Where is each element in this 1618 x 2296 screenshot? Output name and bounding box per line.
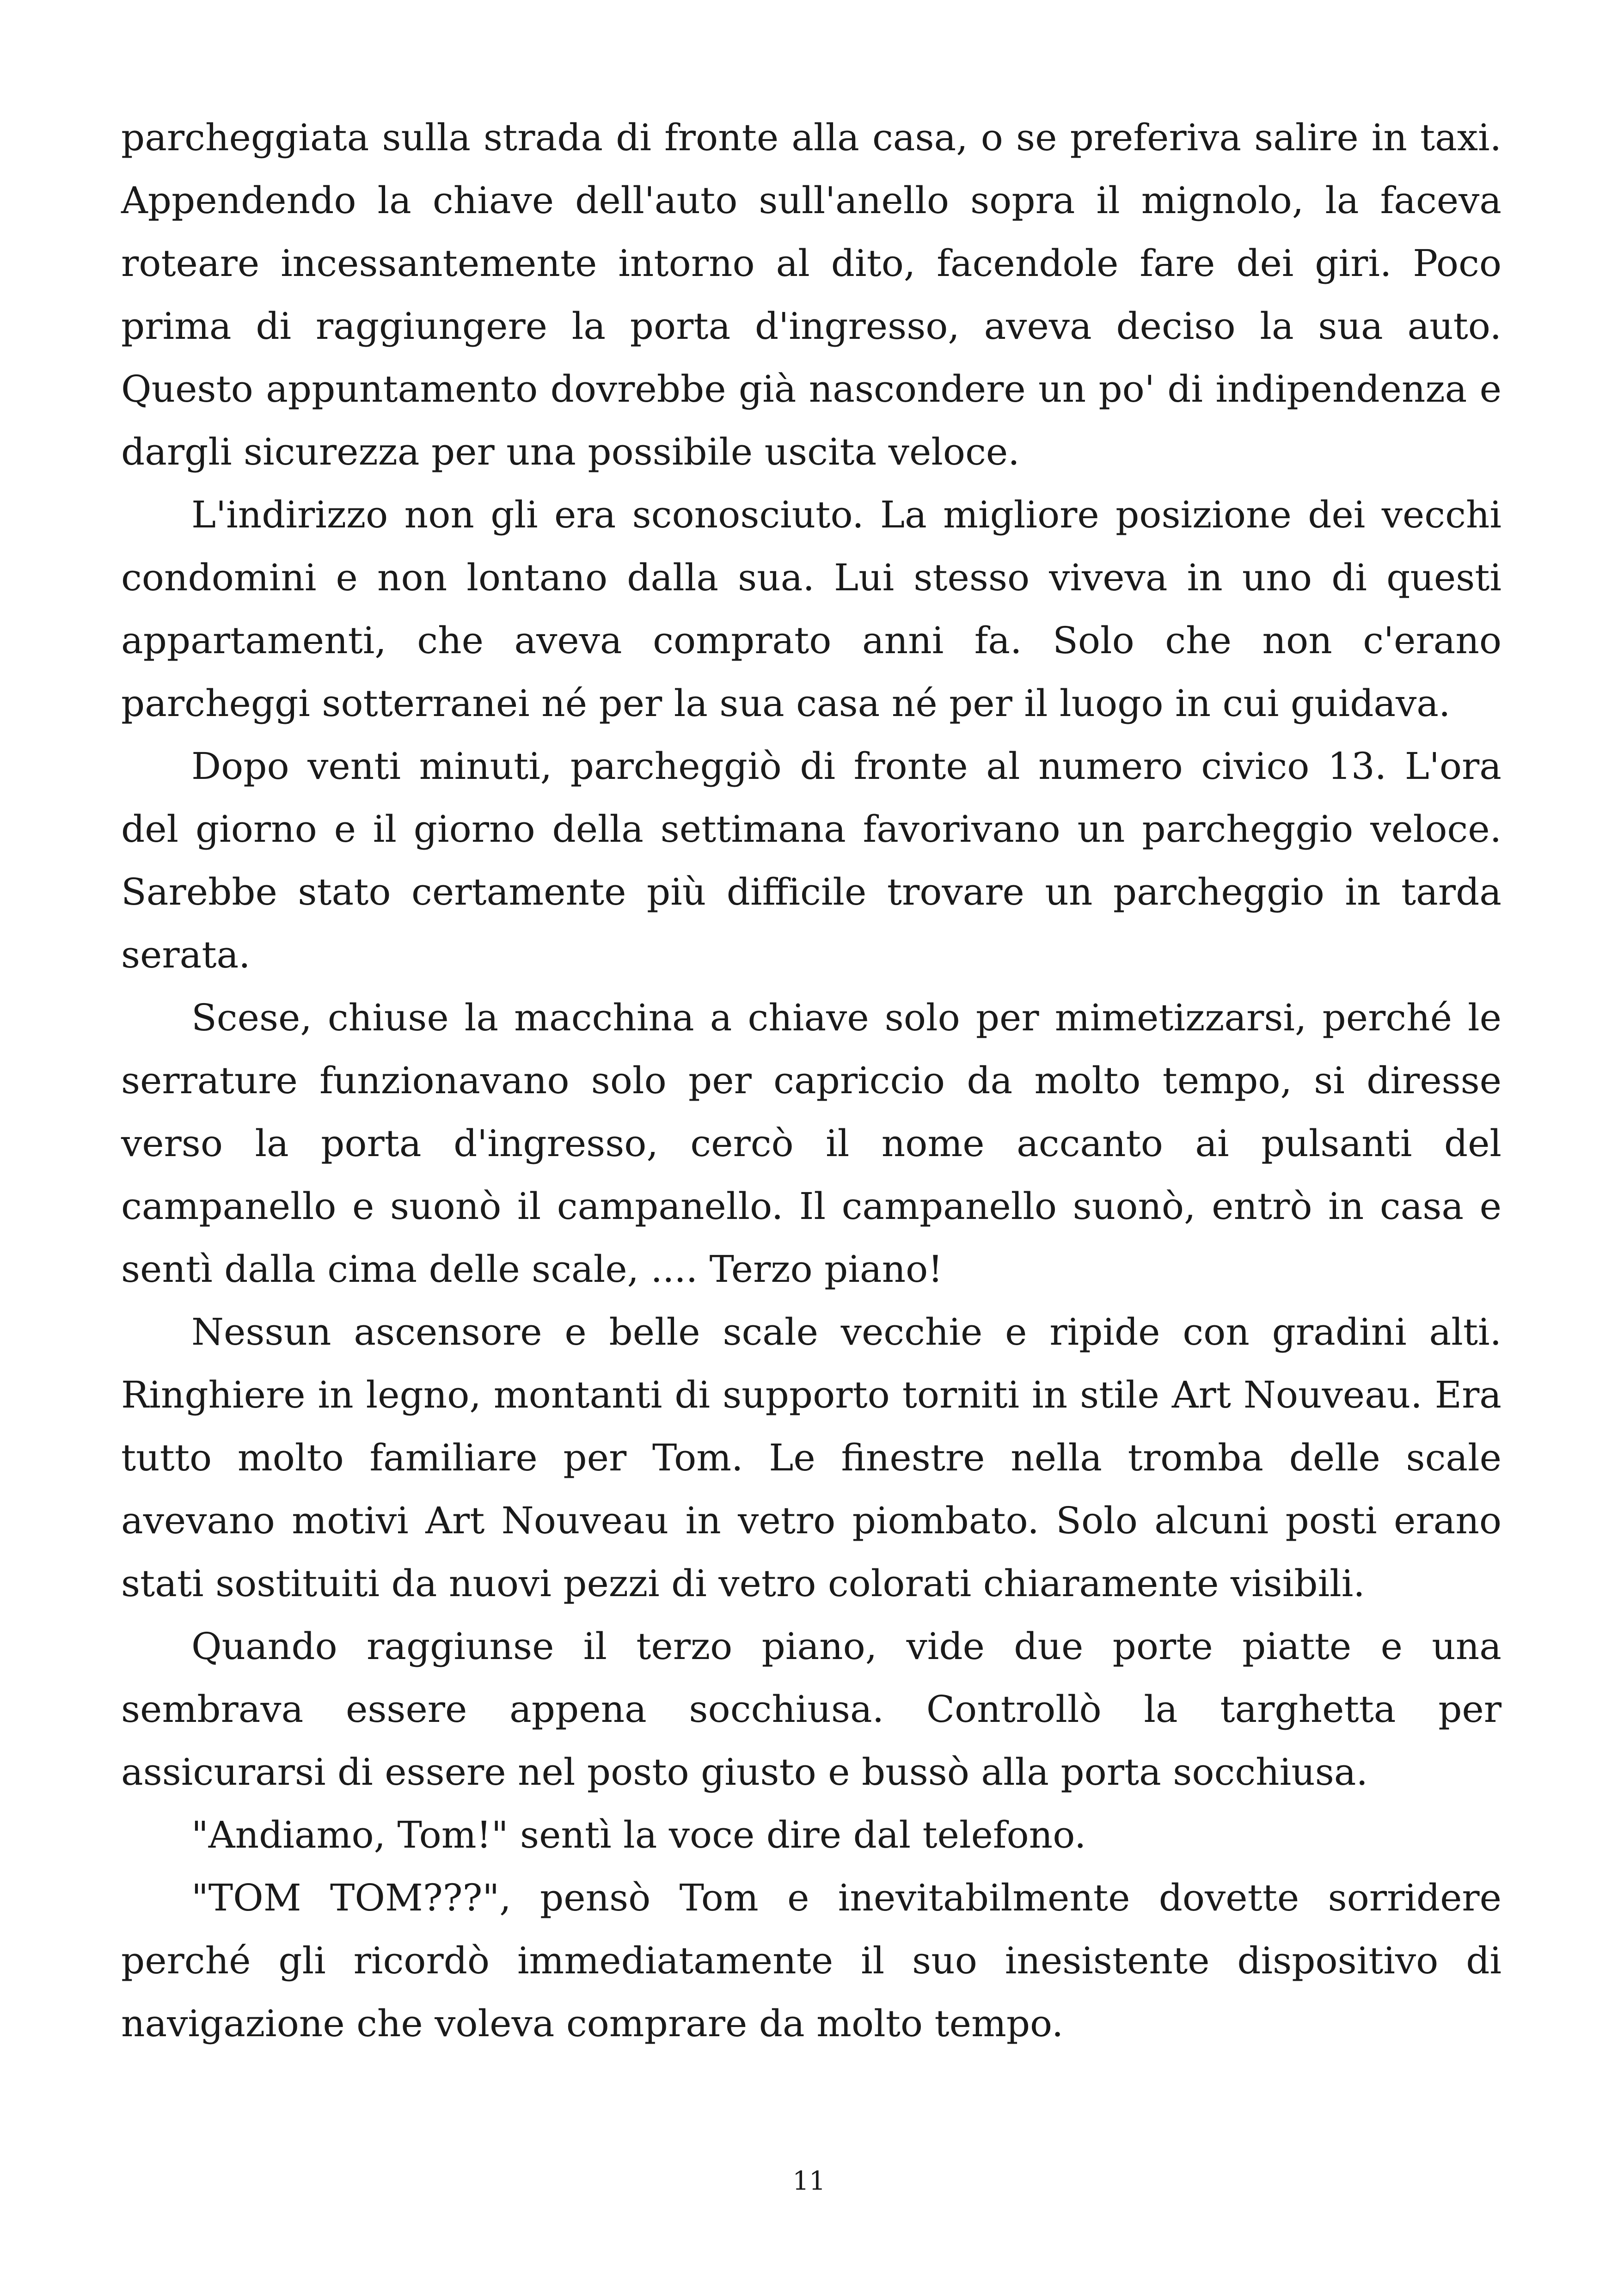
paragraph: "TOM TOM???", pensò Tom e inevitabilmente dovette sorridere perché gli ricordò immediatamente il suo inesistente dispositivo di navigazione che voleva comprare da molto tempo.	[121, 1876, 1502, 2045]
paragraph: Quando raggiunse il terzo piano, vide due porte piatte e una sembrava essere appena socchiusa. Controllò la targhetta per assicurarsi di essere nel posto giusto e bussò alla porta socchiusa.	[121, 1625, 1502, 1794]
page-body	[121, 106, 1502, 2055]
paragraph: Dopo venti minuti, parcheggiò di fronte al numero civico 13. L'ora del giorno e il giorno della settimana favorivano un parcheggio veloce. Sarebbe stato certamente più difficile trovare un parcheggio in tarda serata.	[121, 745, 1502, 976]
paragraph: Nessun ascensore e belle scale vecchie e ripide con gradini alti. Ringhiere in legno, montanti di supporto torniti in stile Art Nouveau. Era tutto molto familiare per Tom. Le finestre nella tromba delle scale avevano motivi Art Nouveau in vetro piombato. Solo alcuni posti erano stati sostituiti da nuovi pezzi di vetro colorati chiaramente visibili.	[121, 1310, 1502, 1605]
paragraph: "Andiamo, Tom!" sentì la voce dire dal telefono.	[191, 1813, 1086, 1856]
paragraph: L'indirizzo non gli era sconosciuto. La migliore posizione dei vecchi condomini e non lontano dalla sua. Lui stesso viveva in uno di questi appartamenti, che aveva comprato anni fa. Solo che non c'erano parcheggi sotterranei né per la sua casa né per il luogo in cui guidava.	[121, 493, 1502, 725]
paragraph: parcheggiata sulla strada di fronte alla casa, o se preferiva salire in taxi. Appendendo la chiave dell'auto sull'anello sopra il mignolo, la faceva roteare incessantemente intorno al dito, facendole fare dei giri. Poco prima di raggiungere la porta d'ingresso, aveva deciso la sua auto. Questo appuntamento dovrebbe già nascondere un po' di indipendenza e dargli sicurezza per una possibile uscita veloce.	[121, 116, 1502, 473]
paragraph: Scese, chiuse la macchina a chiave solo per mimetizzarsi, perché le serrature funzionavano solo per capriccio da molto tempo, si diresse verso la porta d'ingresso, cercò il nome accanto ai pulsanti del campanello e suonò il campanello. Il campanello suonò, entrò in casa e sentì dalla cima delle scale, .... Terzo piano!	[121, 996, 1502, 1291]
page-number: 11	[792, 2166, 826, 2196]
